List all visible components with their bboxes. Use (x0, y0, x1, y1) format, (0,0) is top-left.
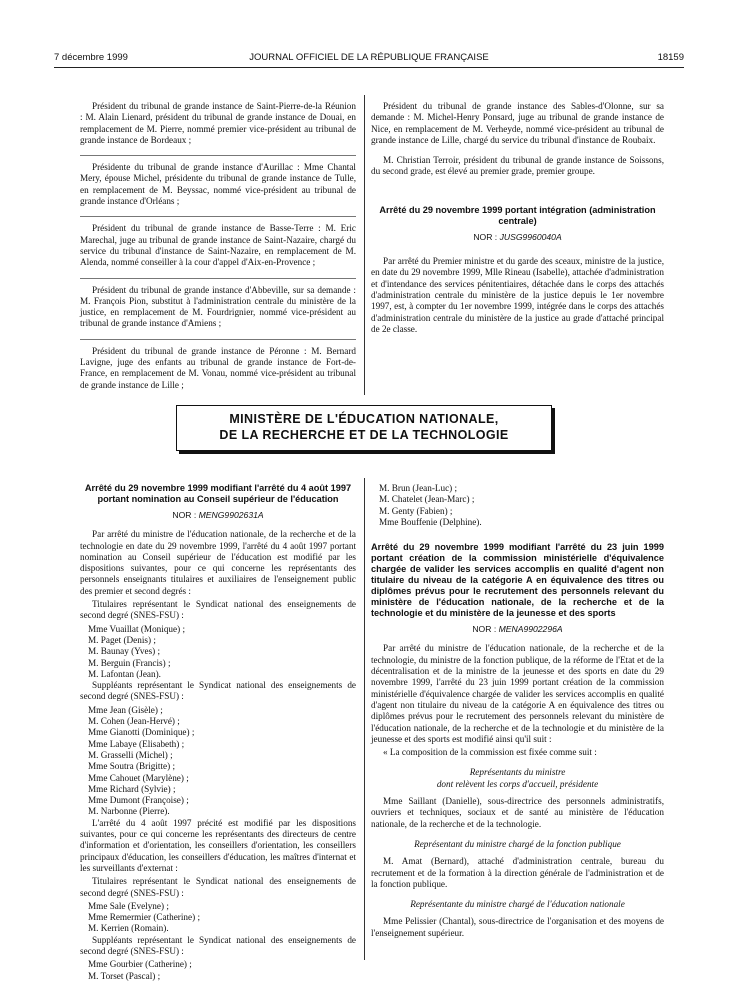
list-item: Mme Labaye (Elisabeth) ; (88, 738, 185, 749)
paragraph: Président du tribunal de grande instance des Sables-d'Olonne, sur sa demande : M. Michel-Henry Ponsard, juge au tribunal de grande instance de Nice, en remplacement de M. Verheyde, nommé vice-président au tribunal de grande instance de Lille, chargé du service du tribunal d'instance de Roubaix. (371, 101, 664, 145)
list-item: M. Berguin (Francis) ; (88, 657, 171, 668)
nor-reference: NOR : MENG9902631A (172, 510, 264, 520)
paragraph: M. Amat (Bernard), attaché d'administration centrale, bureau du recrutement et de la formation à la direction générale de l'administration et de la fonction publique. (371, 856, 664, 889)
paragraph: Par arrêté du Premier ministre et du garde des sceaux, ministre de la justice, en date du 29 novembre 1999, Mlle Rineau (Isabelle), attachée d'administration et d'intendance des services pénitentiaires, détachée dans le corps des attachés d'administration centrale du ministère de la justice depuis le 1er novembre 1997, est, à compter du 1er novembre 1999, intégrée dans le corps des attachés d'administration centrale du ministère de la justice au grade d'attaché principal de 2e classe. (371, 256, 664, 334)
paragraph: Par arrêté du ministre de l'éducation nationale, de la recherche et de la technologie en date du 29 novembre 1999, l'arrêté du 4 août 1997 portant nomination au Conseil supérieur de l'éducation est modifié par les dispositions suivantes, pour ce qui concerne les représentants des personnels enseignants titulaires et auxiliaires de l'enseignement public des premier et second degrés : (80, 529, 356, 596)
column-divider (364, 478, 365, 960)
list-item: M. Baunay (Yves) ; (88, 646, 161, 657)
list-item: M. Grasselli (Michel) ; (88, 749, 173, 760)
list-item: M. Narbonne (Pierre). (88, 806, 170, 817)
paragraph: M. Christian Terroir, président du tribunal de grande instance de Soissons, du second grade, est élevé au premier grade, premier groupe. (371, 155, 664, 177)
list-item: Mme Bouffenie (Delphine). (379, 516, 482, 527)
list-item: Mme Soutra (Brigitte) ; (88, 761, 176, 772)
paragraph: Président du tribunal de grande instance de Saint-Pierre-de-la Réunion : M. Alain Lienard, président du tribunal de grande instance de Douai, en remplacement de M. Pierre, nommé premier vice-président au tribunal de grande instance de Bordeaux ; (80, 101, 356, 145)
paragraph: Présidente du tribunal de grande instance d'Aurillac : Mme Chantal Mery, épouse Michel, présidente du tribunal de grande instance de Tulle, en remplacement de M. Beyssac, nommé vice-président au tribunal de grande instance d'Orléans ; (80, 155, 356, 207)
column-divider (364, 95, 365, 395)
list-item: M. Genty (Fabien) ; (379, 505, 453, 516)
list-item: Mme Sale (Evelyne) ; (88, 900, 169, 911)
nor-reference: NOR : JUSG9960040A (473, 231, 562, 242)
nor-reference: NOR : MENA9902296A (472, 624, 563, 635)
list-item: M. Lafontan (Jean). (88, 668, 161, 679)
list-item: Mme Gianotti (Dominique) ; (88, 727, 195, 738)
name-list (80, 705, 356, 818)
paragraph: « La composition de la commission est fixée comme suit : (383, 747, 597, 758)
section-heading: Représentants du ministre dont relèvent les corps d'accueil, présidente (436, 767, 599, 789)
list-item: Mme Vuaillat (Monique) ; (88, 623, 186, 634)
header-rule (54, 67, 684, 68)
paragraph: Par arrêté du ministre de l'éducation nationale, de la recherche et de la technologie, du ministre de la fonction publique, de la réforme de l'Etat et de la décentralisation et de la ministre de la jeunesse et des sports en date du 29 novembre 1999, l'arrêté du 23 juin 1999 portant création de la commission ministérielle d'équivalence chargée de valider les services accomplis en qualité d'agent non titulaire du niveau de la catégorie A en équivalence des titres ou diplômes prévus pour le recrutement des personnels relevant du ministère de l'éducation nationale, de la recherche et de la technologie et du ministère de la jeunesse et des sports est modifié ainsi qu'il suit : (371, 643, 664, 744)
list-item: Mme Richard (Sylvie) ; (88, 783, 176, 794)
header-page-number: 18159 (657, 52, 684, 63)
paragraph: L'arrêté du 4 août 1997 précité est modifié par les dispositions suivantes, pour ce qui concerne les représentants des directeurs de centre d'information et d'orientation, les conseillers d'orientation, les conseillers principaux d'éducation, les conseillers d'éducation, les maîtres d'internat et les surveillants d'externat : (80, 817, 356, 873)
list-item: Mme Cahouet (Marylène) ; (88, 772, 189, 783)
list-item: Mme Gourbier (Catherine) ; (88, 959, 192, 970)
list-item: M. Torset (Pascal) ; (88, 970, 161, 981)
list-item: Mme Dumont (Françoise) ; (88, 795, 189, 806)
top-right-column (371, 101, 664, 344)
name-list (80, 901, 356, 935)
paragraph: Mme Saillant (Danielle), sous-directrice des personnels administratifs, ouvriers et techniques, sociaux et de santé au ministère de l'éducation nationale, de la recherche et de la technologie. (371, 796, 664, 829)
ministry-heading-box (176, 405, 552, 451)
name-list (80, 959, 356, 982)
paragraph: Président du tribunal de grande instance d'Abbeville, sur sa demande : M. François Pion, substitut à l'administration centrale du ministère de la justice, en remplacement de M. Fourdrignier, nommé vice-président au tribunal de grande instance d'Amiens ; (80, 278, 356, 330)
list-item: Mme Remermier (Catherine) ; (88, 912, 200, 923)
arrete-title: Arrêté du 29 novembre 1999 modifiant l'arrêté du 23 juin 1999 portant création de la commission ministérielle d'équivalence chargée de valider les services accomplis en qualité d'agent non titulaire du niveau de la catégorie A en équivalence des titres ou diplômes prévus pour le recrutement des personnels relevant du ministère de l'éducation nationale, de la recherche et de la technologie et du ministère de la jeunesse et des sports (371, 542, 664, 619)
list-item: M. Brun (Jean-Luc) ; (379, 483, 458, 493)
paragraph: Titulaires représentant le Syndicat national des enseignements de second degré (SNES-FSU) : (80, 876, 356, 898)
bottom-right-column (371, 483, 664, 948)
section-heading: Représentante du ministre chargé de l'éducation nationale (410, 899, 625, 910)
name-list (371, 483, 664, 528)
paragraph: Titulaires représentant le Syndicat national des enseignements de second degré (SNES-FSU) : (80, 599, 356, 621)
ministry-title-line2: DE LA RECHERCHE ET DE LA TECHNOLOGIE (219, 428, 509, 442)
paragraph: Suppléants représentant le Syndicat national des enseignements de second degré (SNES-FSU) : (80, 680, 356, 702)
arrete-title: Arrêté du 29 novembre 1999 portant intégration (administration centrale) (379, 204, 656, 226)
list-item: M. Cohen (Jean-Hervé) ; (88, 716, 180, 727)
ministry-title-line1: MINISTÈRE DE L'ÉDUCATION NATIONALE, (229, 412, 499, 426)
name-list (80, 624, 356, 680)
list-item: M. Chatelet (Jean-Marc) ; (379, 494, 475, 505)
paragraph: Président du tribunal de grande instance de Basse-Terre : M. Eric Marechal, juge au tribunal de grande instance de Saint-Nazaire, chargé du service du tribunal d'instance de Saint-Nazaire, en remplacement de M. Alenda, nommé conseiller à la cour d'appel d'Aix-en-Provence ; (80, 216, 356, 268)
header-journal-title: JOURNAL OFFICIEL DE LA RÉPUBLIQUE FRANÇAISE (249, 52, 489, 63)
paragraph: Président du tribunal de grande instance de Péronne : M. Bernard Lavigne, juge des enfants au tribunal de grande instance de Fort-de-France, en remplacement de M. Vonau, nommé vice-président au tribunal de grande instance de Lille ; (80, 339, 356, 391)
section-heading: Représentant du ministre chargé de la fonction publique (414, 838, 621, 849)
paragraph: Suppléants représentant le Syndicat national des enseignements de second degré (SNES-FSU) : (80, 934, 356, 956)
page-header (54, 52, 684, 66)
top-left-column (80, 101, 356, 400)
header-date: 7 décembre 1999 (54, 52, 128, 63)
arrete-title: Arrêté du 29 novembre 1999 modifiant l'arrêté du 4 août 1997 portant nomination au Conseil supérieur de l'éducation (84, 483, 352, 504)
list-item: M. Paget (Denis) ; (88, 634, 156, 645)
paragraph: Mme Pelissier (Chantal), sous-directrice de l'organisation et des moyens de l'enseignement supérieur. (371, 916, 664, 938)
list-item: M. Kerrien (Romain). (88, 923, 169, 934)
list-item: Mme Jean (Gisèle) ; (88, 704, 163, 715)
bottom-left-column (80, 483, 356, 982)
